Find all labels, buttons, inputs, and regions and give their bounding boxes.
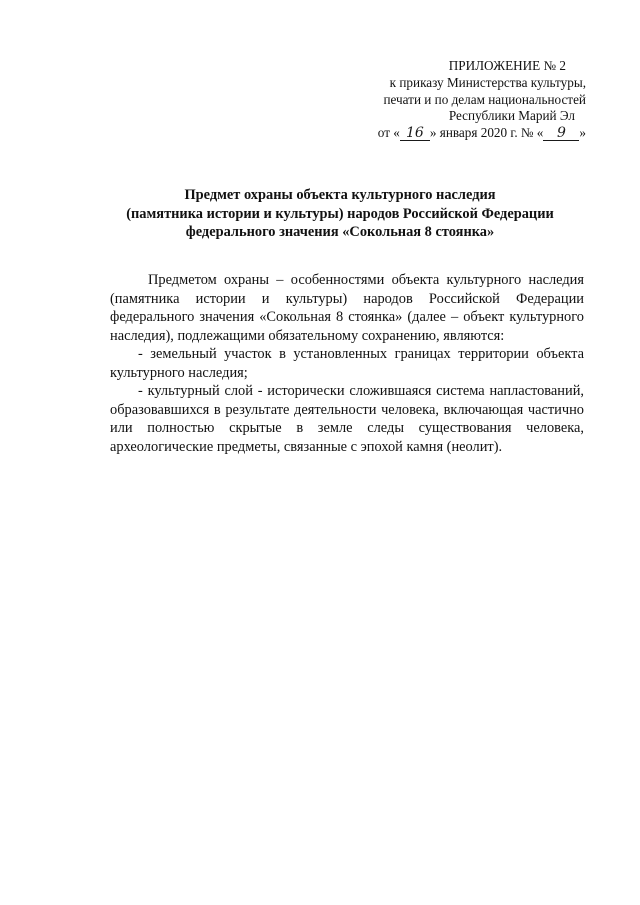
title-line-1: Предмет охраны объекта культурного наследия xyxy=(184,187,496,203)
handwritten-order-number: 9 xyxy=(543,126,579,141)
appendix-line-ministry: к приказу Министерства культуры, xyxy=(389,74,586,90)
appendix-line-republic: Республики Марий Эл xyxy=(448,108,575,124)
appendix-heading: ПРИЛОЖЕНИЕ № 2 xyxy=(448,58,566,73)
list-item-cultural-layer: - культурный слой - исторически сложившаяся система напластований, образовавшихся в результате деятельности человека, включающая частично или полностью скрытые в земле следы существования человека, археологические предметы, связанные с эпохой камня (неолит). xyxy=(110,383,584,455)
intro-paragraph: Предметом охраны – особенностями объекта культурного наследия (памятника истории и культуры) народов Российской Федерации федерального значения «Сокольная 8 стоянка» (далее – объект культурного наследия), подлежащими обязательному сохранению, являются: xyxy=(110,272,584,344)
list-item-land-plot: - земельный участок в установленных границах территории объекта культурного наследия; xyxy=(110,346,584,381)
date-suffix: » xyxy=(579,125,586,141)
date-prefix: от « xyxy=(377,125,400,141)
appendix-dateline xyxy=(346,125,586,142)
appendix-line-department: печати и по делам национальностей xyxy=(383,91,586,107)
appendix-header xyxy=(346,58,586,142)
handwritten-date-day: 16 xyxy=(400,126,430,141)
document-title xyxy=(100,186,580,242)
title-line-2: (памятника истории и культуры) народов Российской Федерации xyxy=(126,205,554,222)
title-line-3: федерального значения «Сокольная 8 стоянка» xyxy=(185,224,495,241)
document-body xyxy=(110,271,584,456)
date-middle: » января 2020 г. № « xyxy=(429,125,544,141)
